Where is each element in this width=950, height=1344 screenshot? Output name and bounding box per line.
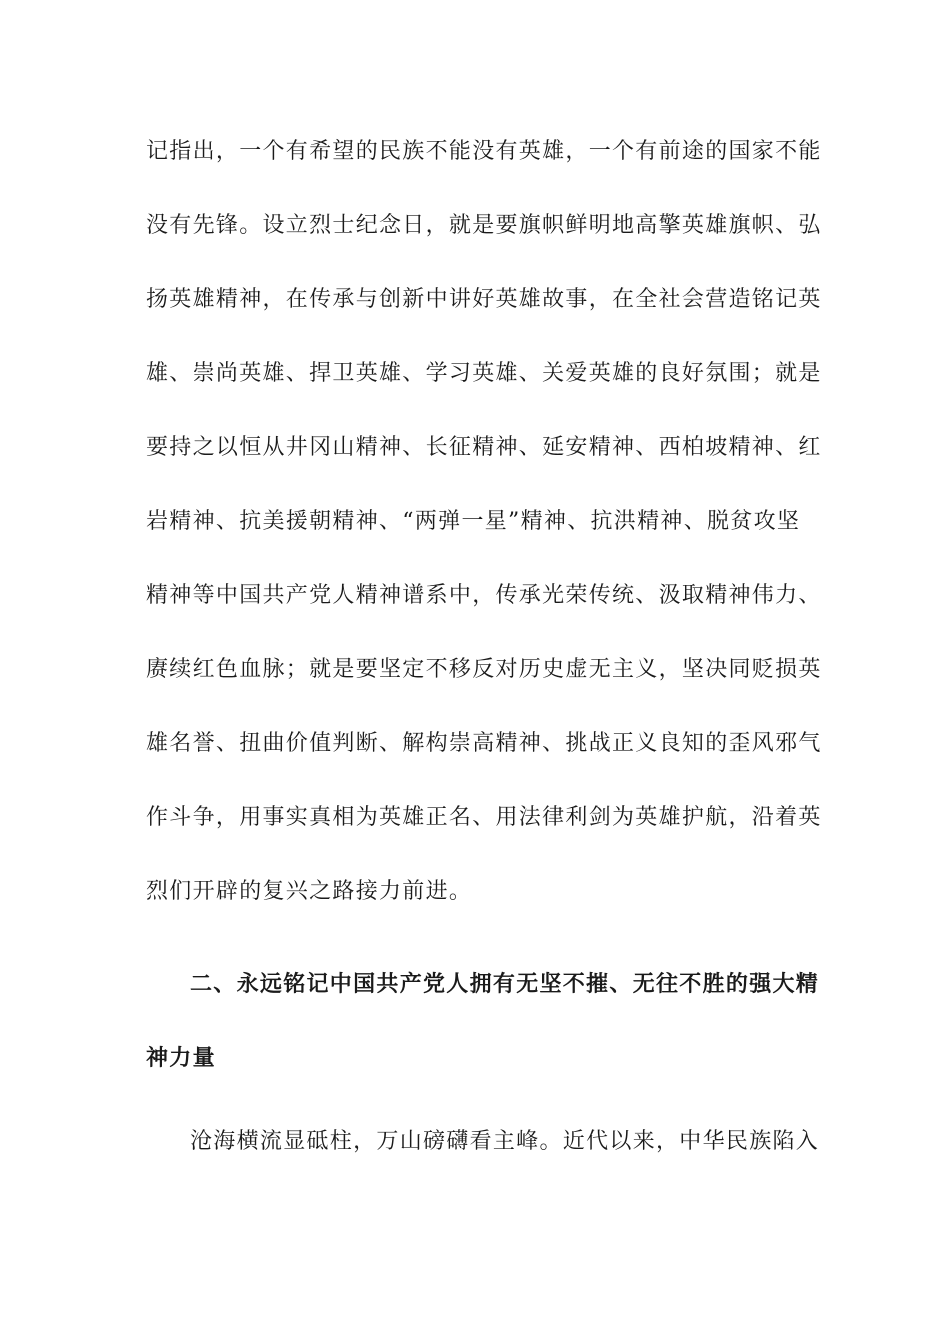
section-heading-line: 神力量 [146,1045,216,1071]
body-line: 扬英雄精神，在传承与创新中讲好英雄故事，在全社会营造铭记英 [146,287,822,312]
body-line: 记指出，一个有希望的民族不能没有英雄，一个有前途的国家不能 [146,139,822,164]
paragraph-first-line: 沧海横流显砥柱，万山磅礴看主峰。近代以来，中华民族陷入 [190,1129,820,1154]
body-line: 作斗争，用事实真相为英雄正名、用法律利剑为英雄护航，沿着英 [146,805,822,830]
body-line: 赓续红色血脉；就是要坚定不移反对历史虚无主义，坚决同贬损英 [146,657,822,682]
body-line: 雄名誉、扭曲价值判断、解构崇高精神、挑战正义良知的歪风邪气 [146,731,822,756]
section-heading-line: 二、永远铭记中国共产党人拥有无坚不摧、无往不胜的强大精 [190,971,820,997]
body-line: 要持之以恒从井冈山精神、长征精神、延安精神、西柏坡精神、红 [146,435,822,460]
body-line: 雄、崇尚英雄、捍卫英雄、学习英雄、关爱英雄的良好氛围；就是 [146,361,822,386]
body-line: 没有先锋。设立烈士纪念日，就是要旗帜鲜明地高擎英雄旗帜、弘 [146,213,822,238]
body-line: 烈们开辟的复兴之路接力前进。 [146,879,473,904]
body-line: 精神等中国共产党人精神谱系中，传承光荣传统、汲取精神伟力、 [146,583,822,608]
body-line: 岩精神、抗美援朝精神、“两弹一星”精神、抗洪精神、脱贫攻坚 [146,509,801,534]
